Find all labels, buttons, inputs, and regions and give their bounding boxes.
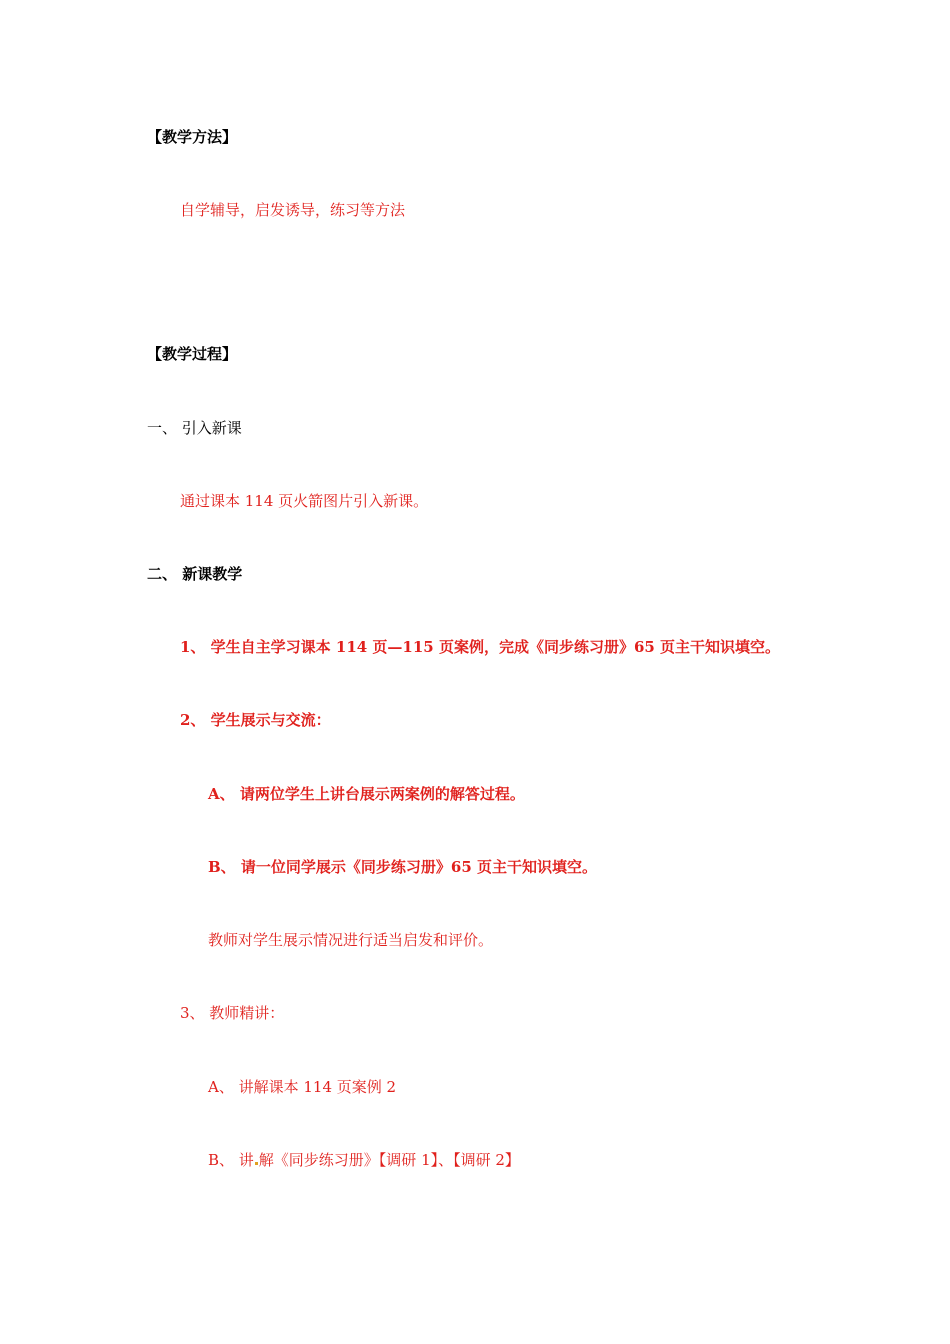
list-item-3b	[208, 1150, 520, 1170]
list-item-3b-prefix: B、 讲	[208, 1151, 254, 1169]
teaching-method-text: 自学辅导，启发诱导，练习等方法	[180, 201, 406, 219]
teacher-feedback-text: 教师对学生展示情况进行适当启发和评价。	[208, 931, 494, 949]
list-item-3b-suffix: 解《同步练习册》【调研 1】、【调研 2】	[258, 1151, 520, 1169]
list-item-1: 1、 学生自主学习课本 114 页—115 页案例，完成《同步练习册》65 页主干知识填空。	[180, 638, 781, 656]
section-heading-teaching-process: 【教学过程】	[147, 345, 238, 363]
list-item-2b: B、 请一位同学展示《同步练习册》65 页主干知识填空。	[208, 858, 597, 876]
section-heading-teaching-method: 【教学方法】	[147, 128, 238, 146]
list-item-2a: A、 请两位学生上讲台展示两案例的解答过程。	[208, 785, 525, 803]
part-one-title: 一、 引入新课	[147, 419, 242, 437]
part-two-title: 二、 新课教学	[147, 565, 243, 583]
list-item-3: 3、 教师精讲：	[180, 1004, 285, 1022]
list-item-3a: A、 讲解课本 114 页案例 2	[208, 1078, 397, 1096]
dot-mark-icon	[255, 1162, 258, 1165]
part-one-text: 通过课本 114 页火箭图片引入新课。	[180, 492, 429, 510]
list-item-2: 2、 学生展示与交流：	[180, 711, 331, 729]
